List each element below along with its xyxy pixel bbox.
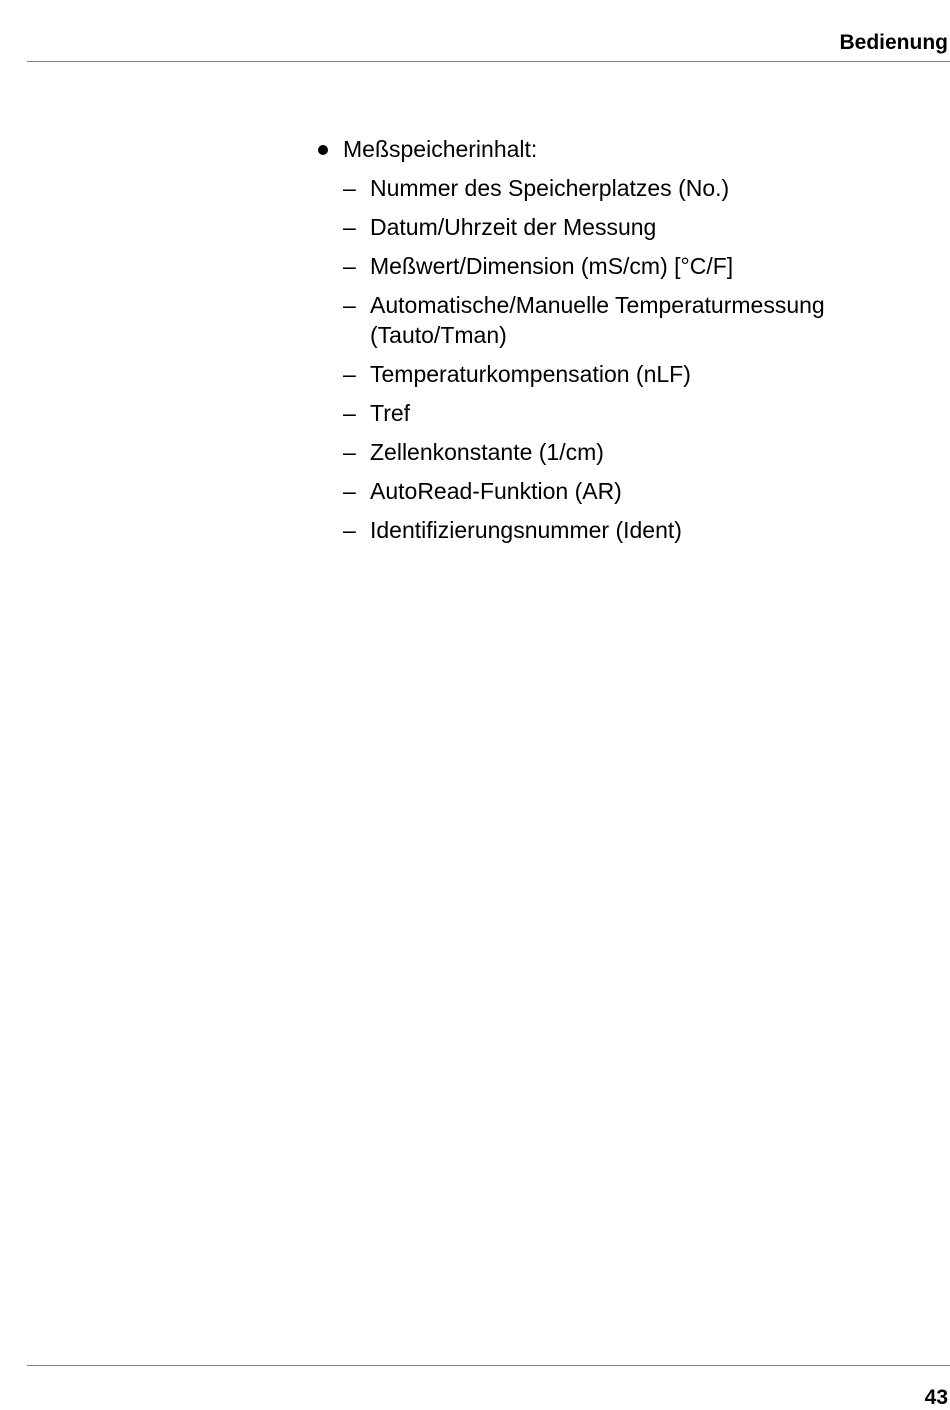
sub-list	[316, 173, 936, 545]
list-item	[316, 515, 936, 545]
header-divider	[27, 61, 950, 62]
list-item-text: Datum/Uhrzeit der Messung	[370, 214, 657, 240]
bullet-item	[316, 134, 936, 164]
list-item-text: Identifizierungsnummer (Ident)	[370, 517, 682, 543]
footer-divider	[27, 1365, 950, 1366]
list-item	[316, 290, 936, 350]
list-item	[316, 398, 936, 428]
list-item-text: Temperaturkompensation (nLF)	[370, 361, 691, 387]
list-item	[316, 437, 936, 467]
bullet-dot-icon	[318, 145, 328, 155]
dash-icon: –	[343, 292, 356, 318]
dash-icon: –	[343, 517, 356, 543]
list-item	[316, 359, 936, 389]
list-item-text: Tref	[370, 400, 411, 426]
section-title: Bedienung	[839, 31, 948, 54]
list-item-text: Meßwert/Dimension (mS/cm) [°C/F]	[370, 253, 734, 279]
list-item	[316, 173, 936, 203]
memory-content-list	[316, 134, 936, 554]
dash-icon: –	[343, 361, 356, 387]
dash-icon: –	[343, 253, 356, 279]
list-item-text: Zellenkonstante (1/cm)	[370, 439, 604, 465]
list-item	[316, 212, 936, 242]
dash-icon: –	[343, 214, 356, 240]
bullet-label: Meßspeicherinhalt:	[343, 136, 538, 162]
dash-icon: –	[343, 175, 356, 201]
dash-icon: –	[343, 439, 356, 465]
dash-icon: –	[343, 400, 356, 426]
list-item-text: AutoRead-Funktion (AR)	[370, 478, 622, 504]
list-item-text: Automatische/Manuelle Temperaturmessung (Tauto/Tman)	[370, 292, 825, 348]
list-item	[316, 476, 936, 506]
page-number: 43	[924, 1386, 948, 1409]
dash-icon: –	[343, 478, 356, 504]
list-item-text: Nummer des Speicherplatzes (No.)	[370, 175, 730, 201]
list-item	[316, 251, 936, 281]
